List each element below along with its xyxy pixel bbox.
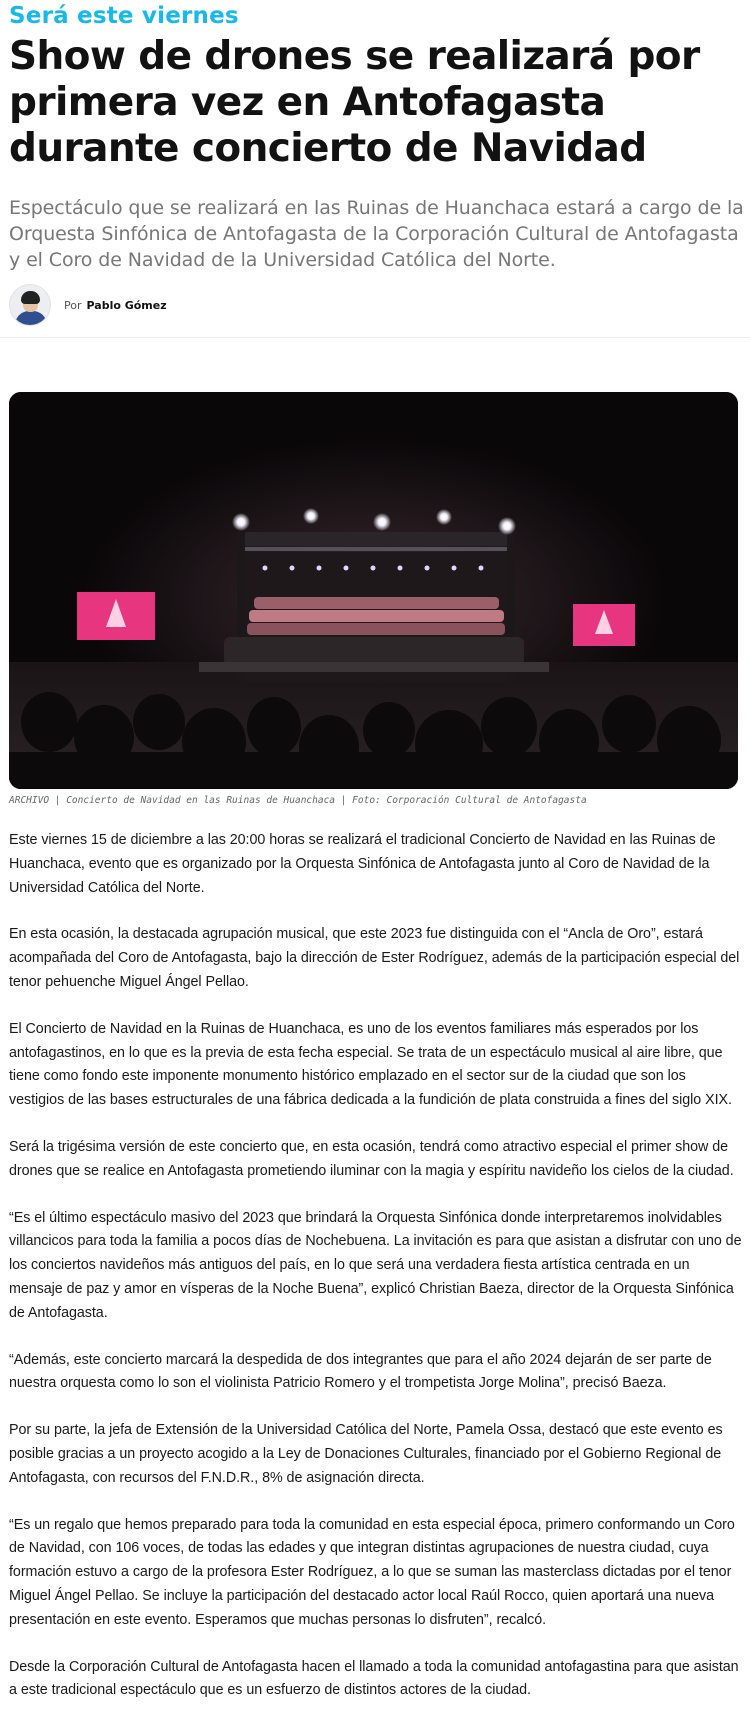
author-avatar[interactable] [9,284,51,326]
paragraph: Este viernes 15 de diciembre a las 20:00 horas se realizará el tradicional Concierto de Navidad en las Ruinas de Huanchaca, evento que es organizado por la Orquesta Sinfónica de Antofagasta junto al Coro de Navidad de la Universidad Católica del Norte. [9,832,716,896]
spotlight-5 [498,517,516,535]
paragraph: El Concierto de Navidad en la Ruinas de Huanchaca, es uno de los eventos familiares más esperados por los antofagastinos, en lo que es la previa de esta fecha especial. Se trata de un espectáculo musical al aire libre, que tiene como fondo este imponente monumento histórico emplazado en el sector sur de la ciudad que son los vestigios de las bases estructurales de una fábrica dedicada a la fundición de plata construida a fines del siglo XIX. [9,1020,732,1109]
article-body [9,829,744,1726]
avatar-hair [21,291,40,304]
stage-floor [199,662,549,672]
orchestra [224,637,524,665]
spotlight-2 [303,508,319,524]
header-divider [0,337,750,338]
paragraph: “Además, este concierto marcará la despedida de dos integrantes que para el año 2024 dejarán de ser parte de nuestra orquesta como lo son el violinista Patricio Romero y el trompetista Jorge Molina”, precisó Baeza. [9,1351,712,1392]
paragraph: Será la trigésima versión de este concierto que, en esta ocasión, tendrá como atractivo especial el primer show de drones que se realice en Antofagasta prometiendo iluminar con la magia y espíritu navideño los cielos de la ciudad. [9,1138,734,1179]
paragraph: Por su parte, la jefa de Extensión de la Universidad Católica del Norte, Pamela Ossa, destacó que este evento es posible gracias a un proyecto acogido a la Ley de Donaciones Culturales, financiado por el Gobierno Regional de Antofagasta, con recursos del F.N.D.R., 8% de asignación directa. [9,1422,723,1486]
photo-caption: ARCHIVO | Concierto de Navidad en las Ruinas de Huanchaca | Foto: Corporación Cultural de Antofagasta [9,795,587,806]
byline [9,283,167,327]
stage-truss [244,532,509,546]
stage-truss-light [244,547,509,551]
article-kicker: Será este viernes [9,3,239,29]
spotlight-1 [232,513,250,531]
paragraph: “Es el último espectáculo masivo del 2023 que brindará la Orquesta Sinfónica donde interpretaremos inolvidables villancicos para toda la familia a pocos días de Nochebuena. La invitación es para que asistan a disfrutar con uno de los conciertos navideños más antiguos del país, en lo que será una verdadera fiesta artística centrada en un mensaje de paz y amor en vísperas de la Noche Buena”, explicó Christian Baeza, director de la Orquesta Sinfónica de Antofagasta. [9,1209,742,1321]
avatar-shirt [15,311,47,326]
paragraph: “Es un regalo que hemos preparado para toda la comunidad en esta especial época, primero conformando un Coro de Navidad, con 106 voces, de todas las edades y que integran distintas agrupaciones de nuestra ciudad, cuya formación estuvo a cargo de la profesora Ester Rodríguez, a lo que se suman las masterclass dictadas por el tenor Miguel Ángel Pellao. Se incluye la participación del destacado actor local Raúl Rocco, quien aportará una nueva presentación en este evento. Esperamos que muchas personas lo disfruten”, recalcó. [9,1516,735,1628]
paragraph: En esta ocasión, la destacada agrupación musical, que este 2023 fue distinguida con el “Ancla de Oro”, estará acompañada del Coro de Antofagasta, bajo la dirección de Ester Rodríguez, además de la participación especial del tenor pehuenche Miguel Ángel Pellao. [9,926,740,990]
article-headline: Show de drones se realizará por primera vez en Antofagasta durante concierto de Navidad [9,34,700,171]
spotlight-4 [436,509,452,525]
author-name-link[interactable]: Pablo Gómez [86,298,167,312]
choir [247,597,505,635]
spotlight-3 [373,513,391,531]
concert-photo-illustration [9,392,738,789]
paragraph: Desde la Corporación Cultural de Antofagasta hacen el llamado a toda la comunidad antofagastina para que asistan a este tradicional espectáculo que es un esfuerzo de distintos actores de la ciudad. [9,1658,739,1699]
article-photo[interactable] [9,392,738,789]
byline-prefix: Por [64,298,82,312]
article-subhead: Espectáculo que se realizará en las Ruinas de Huanchaca estará a cargo de la Orquesta Sinfónica de Antofagasta de la Corporación Cultural de Antofagasta y el Coro de Navidad de la Universidad Católica del Norte. [9,197,744,271]
